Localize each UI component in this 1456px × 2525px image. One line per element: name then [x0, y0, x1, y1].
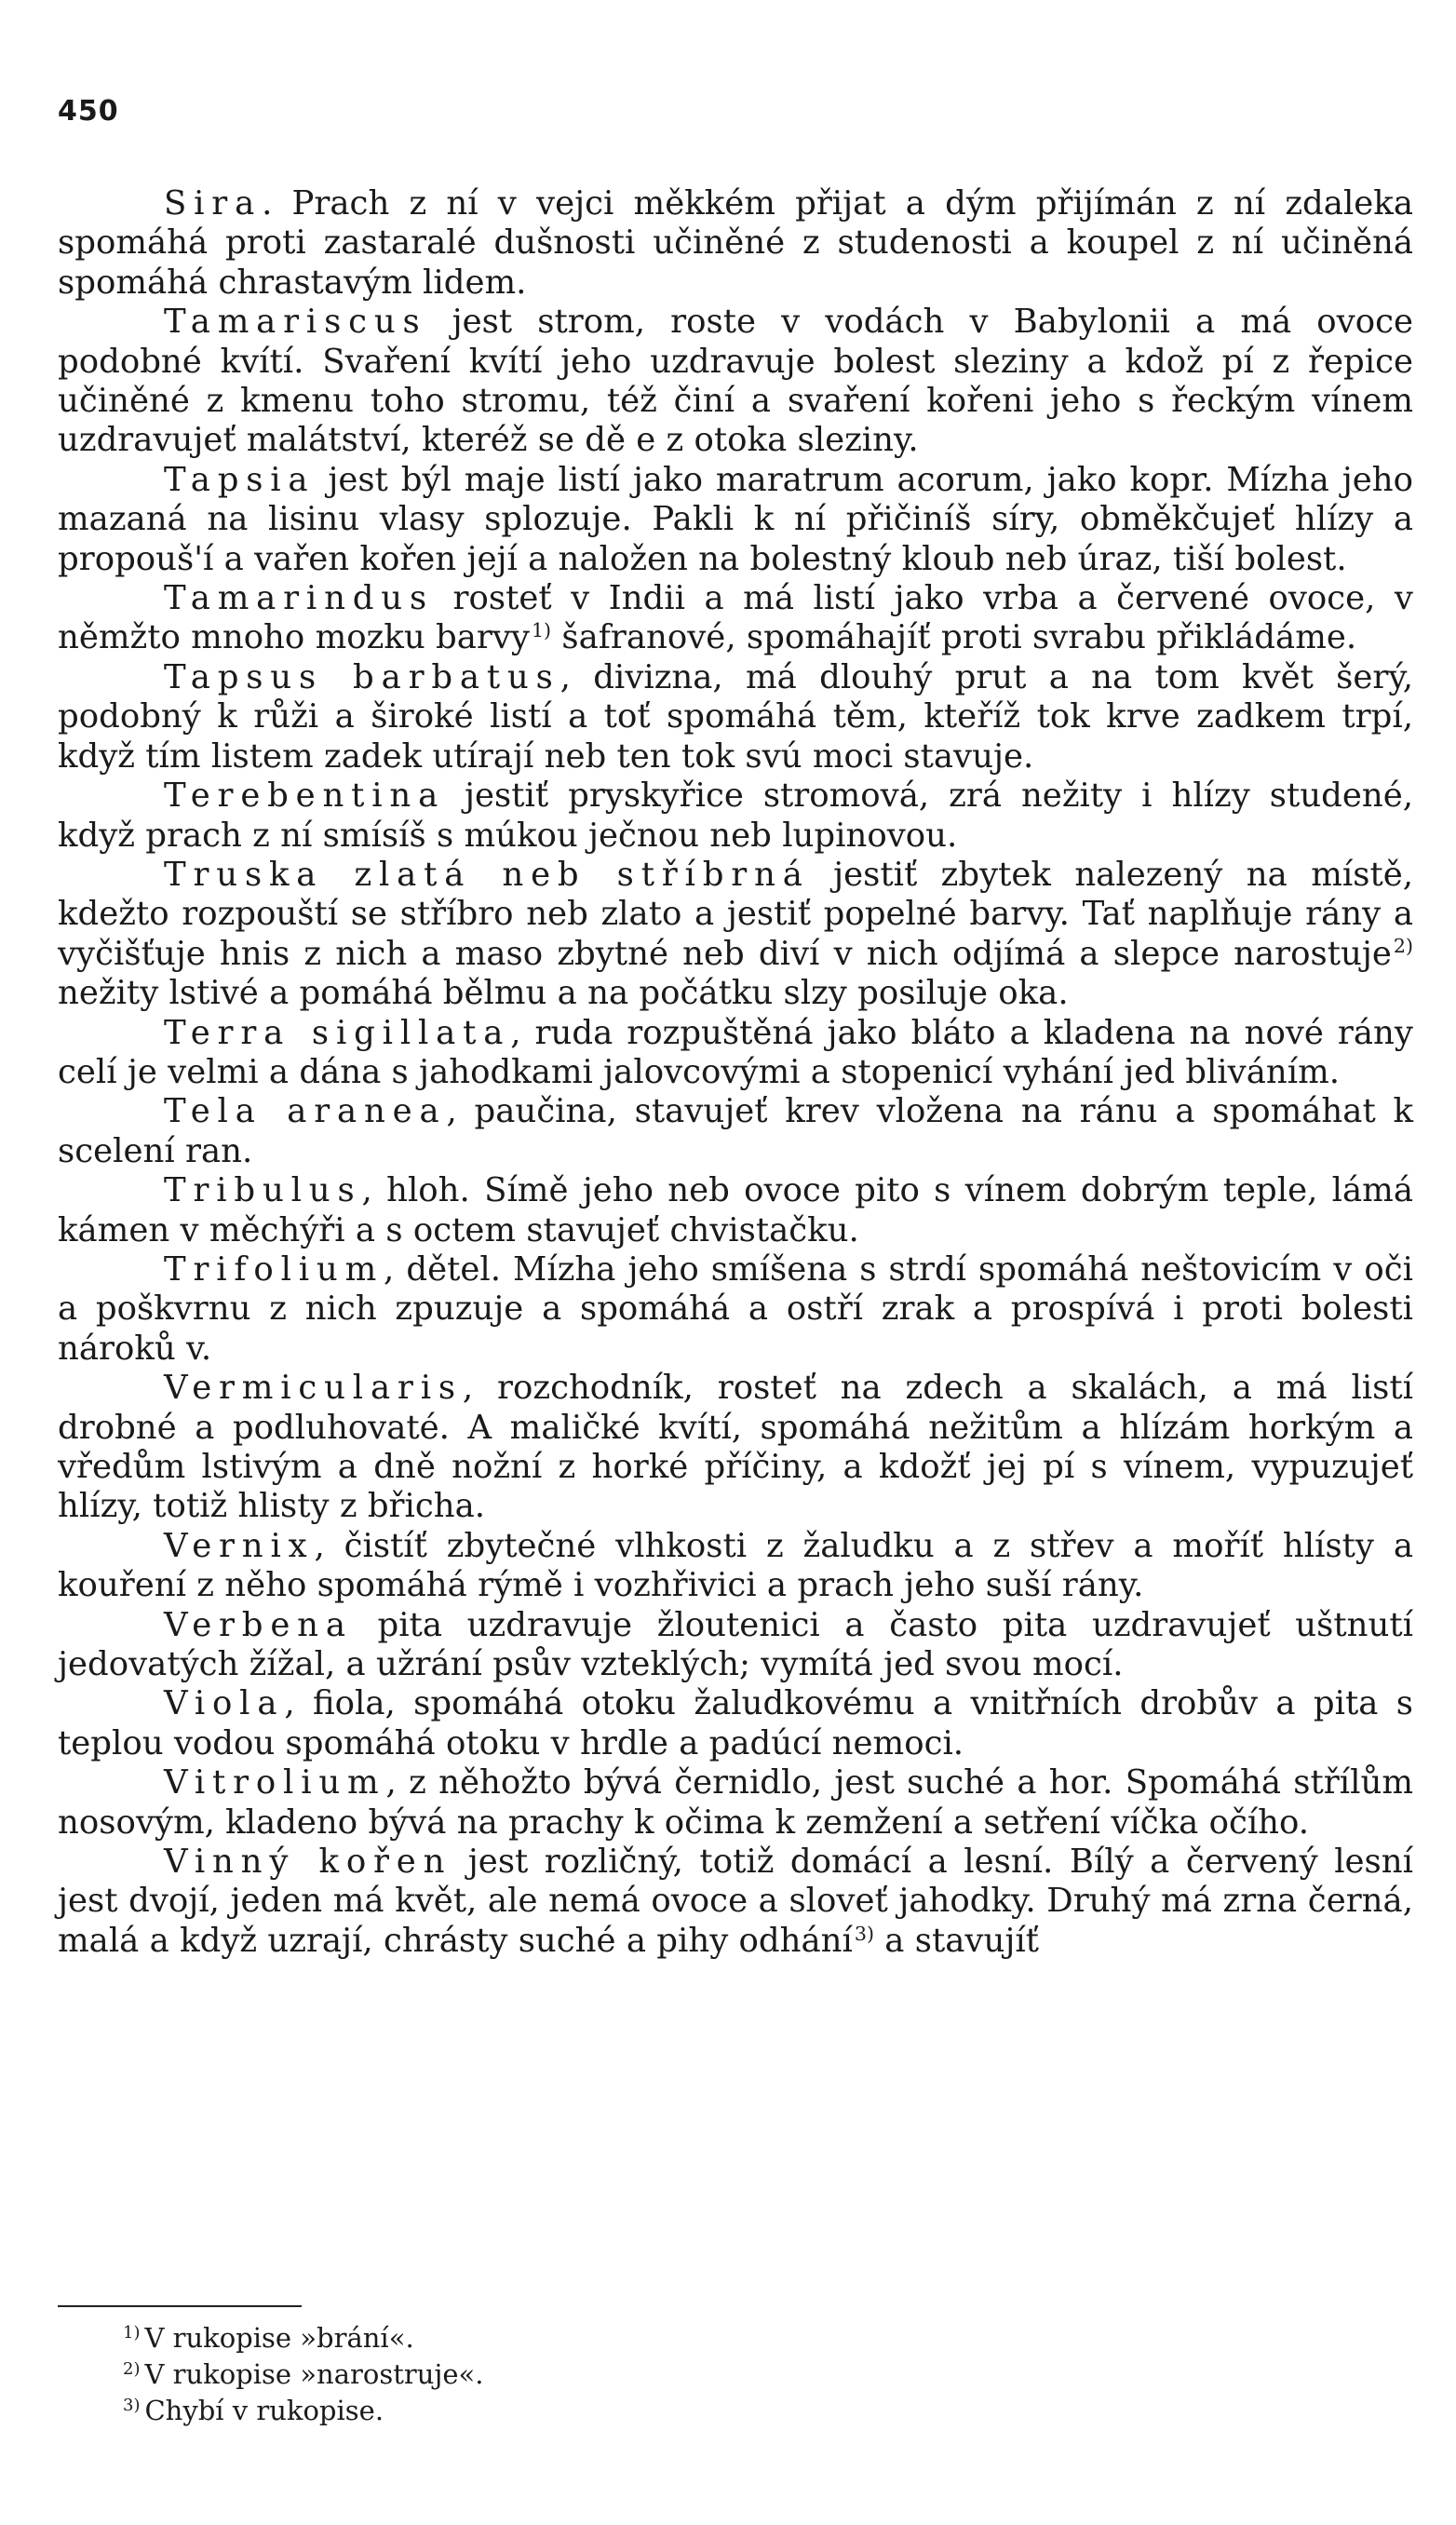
entry-text: jest strom, roste v vodách v Babylonii a má ovoce podobné kvítí. Svaření kvítí jeho uzdravuje bolest sleziny a kdož pí z řepice učiněné z kmenu toho stromu, též činí a svaření kořeni jeho s řeckým vínem uzdravujeť malátství, kteréž se dě e z otoka sleziny. [58, 303, 1413, 460]
entry-text: pita uzdravuje žloutenici a často pita uzdravujeť uštnutí jedovatých žížal, a užrání psův vzteklých; vymítá jed svou mocí. [58, 1605, 1413, 1684]
footnote-marker: 2) [123, 2359, 141, 2380]
entry-text: , hloh. Símě jeho neb ovoce pito s vínem dobrým teple, lámá kámen v měchýři a s octem stavujeť chvistačku. [58, 1171, 1413, 1249]
footnote-marker: 1) [123, 2323, 141, 2343]
entry-terra-sigillata [58, 1014, 1413, 1093]
entry-text: , ruda rozpuštěná jako bláto a kladena na nové rány celí je velmi a dána s jahodkami jalovcovými a stopenicí vyhání jed bliváním. [58, 1013, 1413, 1091]
entry-vinny-koren [58, 1843, 1413, 1961]
entry-term: Vernix [164, 1526, 315, 1565]
footnote-text: V rukopise »narostruje«. [144, 2358, 484, 2390]
entry-vermicularis [58, 1369, 1413, 1527]
entry-tamariscus [58, 303, 1413, 461]
entry-truska [58, 856, 1413, 1014]
entry-text: . Prach z ní v vejci měkkém přijat a dým přijímán z ní zdaleka spomáhá proti zastaralé dušnosti učiněné z studenosti a koupel z ní učiněná spomáhá chrastavým lidem. [58, 184, 1413, 302]
entry-term: Trifolium [164, 1249, 384, 1289]
footnote-text: Chybí v rukopise. [144, 2395, 384, 2426]
entry-term: Terebentina [164, 776, 446, 816]
entry-term: Tapsia [164, 460, 316, 499]
footnotes [123, 2320, 484, 2429]
entry-text: , z něhožto bývá černidlo, jest suché a hor. Spomáhá střílům nosovým, kladeno bývá na prachy k očima k zemžení a setření víčka očího. [58, 1763, 1413, 1842]
entry-text-continued: šafranové, spomáhajíť proti svrabu přikládáme. [551, 618, 1357, 657]
entry-tribulus [58, 1171, 1413, 1250]
entry-tela-aranea [58, 1092, 1413, 1171]
entry-term: Vinný kořen [164, 1843, 452, 1882]
footnote-number: 3 [123, 2396, 134, 2416]
entry-vernix [58, 1527, 1413, 1606]
entry-term: Truska zlatá neb stříbrná [164, 855, 810, 894]
entry-term: Terra sigillata [164, 1013, 511, 1052]
entry-tapsia [58, 461, 1413, 579]
entry-text: , rozchodník, rosteť na zdech a skalách, a má listí drobné a podluhovaté. A maličké kvítí, spomáhá nežitům a hlízám horkým a vředům lstivým a dně nožní z horké příčiny, a kdožť jej pí s vínem, vypuzujeť hlízy, totiž hlisty z břicha. [58, 1369, 1413, 1526]
footnote-number: 2 [123, 2359, 134, 2380]
footnote-ref: 1) [531, 619, 552, 642]
entry-text: rosteť v Indii a má listí jako vrba a červené ovoce, v němžto mnoho mozku barvy [58, 579, 1413, 657]
entry-verbena [58, 1606, 1413, 1685]
entry-term: Viola [164, 1684, 285, 1723]
footnote-ref-number: 3 [854, 1922, 867, 1945]
entry-term: Tribulus [164, 1171, 362, 1210]
entry-text: jest rozličný, totiž domácí a lesní. Bílý a červený lesní jest dvojí, jeden má květ, ale nemá ovoce a sloveť jahodky. Druhý má zrna černá, malá a když uzrají, chrásty suché a pihy odhání [58, 1843, 1413, 1960]
entry-text-continued: a stavujíť [874, 1921, 1039, 1960]
entry-term: Tapsus barbatus [164, 657, 560, 696]
footnote [123, 2393, 484, 2429]
entry-text: jest býl maje listí jako maratrum acorum, jako kopr. Mízha jeho mazaná na lisinu vlasy splozuje. Pakli k ní přičiníš síry, obměkčujeť hlízy a propouš'í a vařen kořen její a naložen na bolestný kloub neb úraz, tiší bolest. [58, 460, 1413, 578]
entry-text: , paučina, stavujeť krev vložena na ránu a spomáhat k scelení ran. [58, 1092, 1413, 1170]
entry-term: Verbena [164, 1605, 353, 1644]
footnote-ref-number: 1 [531, 619, 545, 642]
entry-trifolium [58, 1250, 1413, 1369]
footnote-ref-number: 2 [1393, 935, 1406, 958]
entry-text: , čistíť zbytečné vlhkosti z žaludku a z střev a moříť hlísty a kouření z něho spomáhá rýmě i vozhřivici a prach jeho suší rány. [58, 1526, 1413, 1605]
entry-vitrolium [58, 1763, 1413, 1843]
entry-text: , dětel. Mízha jeho smíšena s strdí spomáhá neštovicím v oči a poškvrnu z nich zpuzuje a spomáhá a ostří zrak a prospívá i proti bolesti nároků v. [58, 1249, 1413, 1368]
entry-tamarindus [58, 579, 1413, 658]
entry-term: Tamariscus [164, 303, 427, 342]
entry-tapsus-barbatus [58, 658, 1413, 776]
footnote-text: V rukopise »brání«. [144, 2322, 414, 2354]
entry-text: jestiť pryskyřice stromová, zrá nežity i hlízy studené, když prach z ní smísíš s múkou ječnou neb lupinovou. [58, 776, 1413, 855]
entry-terebentina [58, 776, 1413, 856]
footnote-ref: 2) [1393, 935, 1413, 958]
footnote-marker: 3) [123, 2396, 141, 2416]
entry-term: Vitrolium [164, 1763, 386, 1803]
entry-term: Tamarindus [164, 579, 435, 618]
footnote-ref: 3) [854, 1922, 875, 1945]
footnote [123, 2320, 484, 2356]
footnote-divider [58, 2305, 302, 2307]
entry-sira [58, 184, 1413, 303]
page-body [58, 184, 1413, 1961]
footnote [123, 2356, 484, 2393]
entry-term: Sira [164, 184, 263, 223]
entry-text-continued: nežity lstivé a pomáhá bělmu a na počátku slzy posiluje oka. [58, 974, 1069, 1013]
footnote-number: 1 [123, 2323, 134, 2343]
entry-text: , fiola, spomáhá otoku žaludkovému a vnitřních drobův a pita s teplou vodou spomáhá otoku v hrdle a padúcí nemoci. [58, 1684, 1413, 1762]
entry-viola [58, 1684, 1413, 1763]
entry-term: Tela aranea [164, 1092, 447, 1131]
page-number: 450 [58, 95, 119, 128]
entry-text: jestiť zbytek nalezený na místě, kdežto rozpouští se stříbro neb zlato a jestiť popelné barvy. Tať naplňuje rány a vyčišťuje hnis z nich a maso zbytné neb diví v nich odjímá a slepce narostuje [58, 855, 1413, 973]
entry-text: , divizna, má dlouhý prut a na tom květ šerý, podobný k růži a široké listí a toť spomáhá těm, kteříž tok krve zadkem trpí, když tím listem zadek utírají neb ten tok svú moci stavuje. [58, 657, 1413, 776]
entry-term: Vermicularis [164, 1369, 463, 1408]
